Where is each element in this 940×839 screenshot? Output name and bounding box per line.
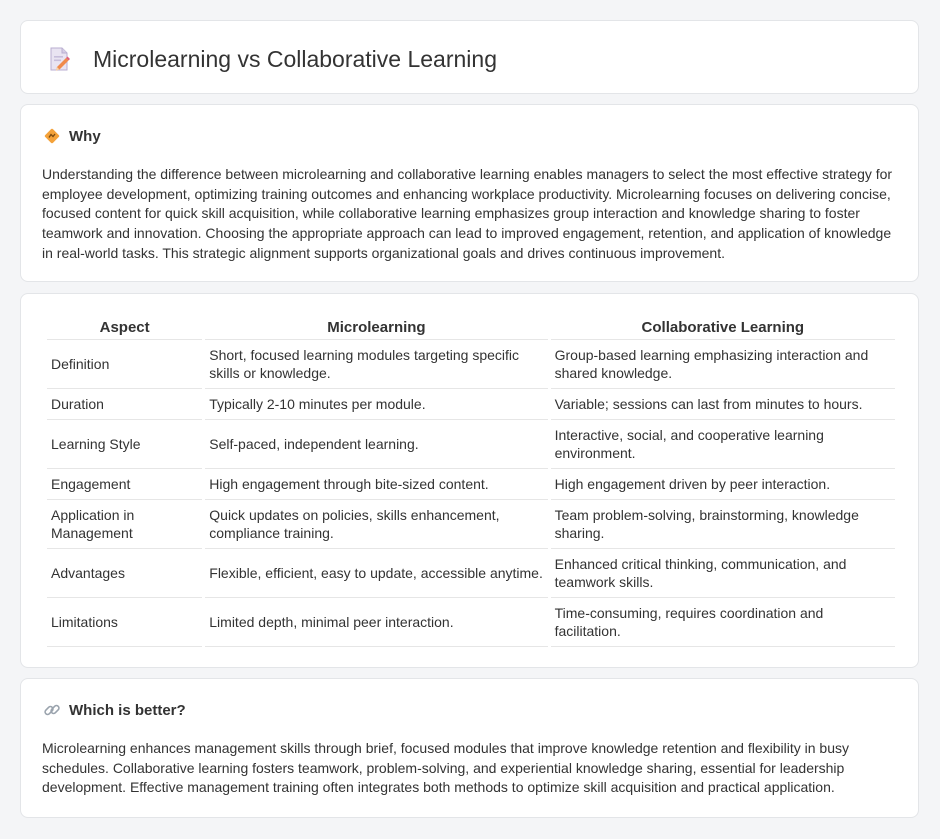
table-header-row — [47, 314, 895, 340]
collaborative-cell: Team problem-solving, brainstorming, knowledge sharing. — [551, 500, 895, 549]
better-heading: Which is better? — [69, 701, 186, 719]
microlearning-cell: Typically 2-10 minutes per module. — [205, 389, 547, 420]
why-heading: Why — [69, 127, 101, 145]
diamond-road-sign-icon — [43, 127, 61, 145]
table-row — [47, 469, 895, 500]
why-card — [20, 104, 919, 282]
better-text: Microlearning enhances management skills through brief, focused modules that improve knowledge retention and flexibility in busy schedules. Collaborative learning fosters teamwork, problem-solving, and experiential knowledge sharing, essential for leadership development. Effective management training often integrates both methods to optimize skill acquisition and practical application. — [42, 740, 849, 796]
better-heading-row — [43, 701, 186, 719]
table-row — [47, 340, 895, 389]
microlearning-cell: Self-paced, independent learning. — [205, 420, 547, 469]
title-row — [45, 45, 497, 73]
collaborative-cell: Enhanced critical thinking, communication, and teamwork skills. — [551, 549, 895, 598]
column-header-collaborative: Collaborative Learning — [551, 314, 895, 340]
collaborative-cell: High engagement driven by peer interaction. — [551, 469, 895, 500]
microlearning-cell: Flexible, efficient, easy to update, accessible anytime. — [205, 549, 547, 598]
aspect-cell: Duration — [47, 389, 202, 420]
collaborative-cell: Time-consuming, requires coordination and facilitation. — [551, 598, 895, 647]
title-card — [20, 20, 919, 94]
why-heading-row — [43, 127, 101, 145]
microlearning-cell: Limited depth, minimal peer interaction. — [205, 598, 547, 647]
collaborative-cell: Interactive, social, and cooperative learning environment. — [551, 420, 895, 469]
column-header-microlearning: Microlearning — [205, 314, 547, 340]
aspect-cell: Limitations — [47, 598, 202, 647]
collaborative-cell: Group-based learning emphasizing interaction and shared knowledge. — [551, 340, 895, 389]
aspect-cell: Advantages — [47, 549, 202, 598]
microlearning-cell: Quick updates on policies, skills enhancement, compliance training. — [205, 500, 547, 549]
aspect-cell: Definition — [47, 340, 202, 389]
document-edit-icon — [45, 45, 73, 73]
which-better-card — [20, 678, 919, 818]
table-row — [47, 389, 895, 420]
aspect-cell: Engagement — [47, 469, 202, 500]
table-row — [47, 420, 895, 469]
page-title: Microlearning vs Collaborative Learning — [93, 45, 497, 72]
table-row — [47, 598, 895, 647]
why-text: Understanding the difference between microlearning and collaborative learning enables managers to select the most effective strategy for employee development, optimizing training outcomes and enhancing workplace productivity. Microlearning focuses on delivering concise, focused content for quick skill acquisition, while collaborative learning emphasizes group interaction and knowledge sharing to foster teamwork and innovation. Choosing the appropriate approach can lead to improved engagement, retention, and application of knowledge in real-world tasks. This strategic alignment supports organizational goals and drives continuous improvement. — [42, 166, 893, 261]
comparison-table — [44, 314, 898, 647]
aspect-cell: Application in Management — [47, 500, 202, 549]
column-header-aspect: Aspect — [47, 314, 202, 340]
comparison-card — [20, 293, 919, 668]
table-row — [47, 500, 895, 549]
microlearning-cell: High engagement through bite-sized content. — [205, 469, 547, 500]
link-icon — [43, 701, 61, 719]
table-row — [47, 549, 895, 598]
collaborative-cell: Variable; sessions can last from minutes to hours. — [551, 389, 895, 420]
microlearning-cell: Short, focused learning modules targeting specific skills or knowledge. — [205, 340, 547, 389]
aspect-cell: Learning Style — [47, 420, 202, 469]
